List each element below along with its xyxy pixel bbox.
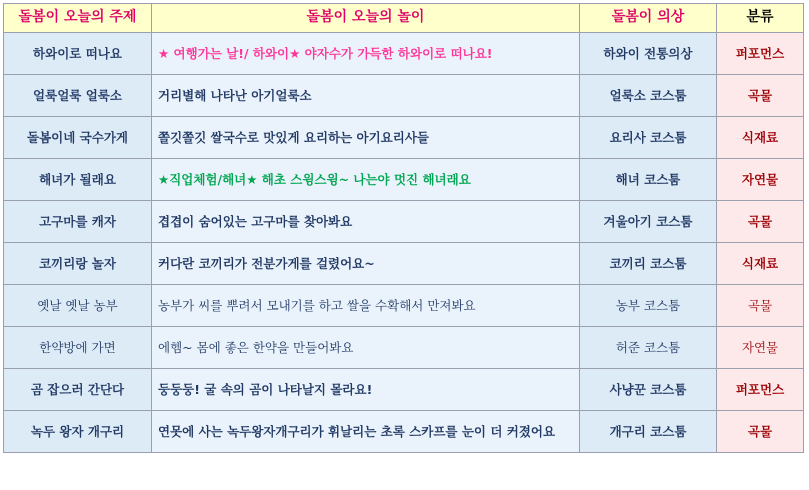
cell-theme: 얼룩얼룩 얼룩소 bbox=[4, 75, 152, 117]
cell-costume: 허준 코스툼 bbox=[580, 327, 717, 369]
table-row bbox=[4, 369, 804, 411]
cell-play bbox=[152, 201, 580, 243]
cell-play-text: 겹겹이 숨어있는 고구마를 찾아봐요 bbox=[158, 213, 353, 229]
table-row bbox=[4, 201, 804, 243]
cell-play-text: 에헴~ 몸에 좋은 한약을 만들어봐요 bbox=[158, 339, 354, 355]
table-header-row bbox=[4, 4, 804, 33]
cell-theme: 하와이로 떠나요 bbox=[4, 33, 152, 75]
cell-play-text: ★직업체험/해녀★ 해초 스윙스윙~ 나는야 멋진 해녀래요 bbox=[158, 171, 471, 187]
cell-play-text: 거리별해 나타난 아기얼룩소 bbox=[158, 87, 312, 103]
cell-costume: 코끼리 코스툼 bbox=[580, 243, 717, 285]
cell-play-text: 쫄깃쫄깃 쌀국수로 맛있게 요리하는 아기요리사들 bbox=[158, 129, 429, 145]
cell-category: 곡물 bbox=[717, 411, 804, 453]
header-cell-theme: 돌봄이 오늘의 주제 bbox=[4, 4, 152, 33]
cell-play-text: 둥둥둥! 굴 속의 곰이 나타날지 몰라요! bbox=[158, 381, 373, 397]
cell-category: 퍼포먼스 bbox=[717, 33, 804, 75]
cell-category: 자연물 bbox=[717, 159, 804, 201]
cell-play-text: ★ 여행가는 날!/ 하와이★ 야자수가 가득한 하와이로 떠나요! bbox=[158, 45, 493, 61]
cell-theme: 녹두 왕자 개구리 bbox=[4, 411, 152, 453]
cell-theme: 한약방에 가면 bbox=[4, 327, 152, 369]
cell-theme: 코끼리랑 놀자 bbox=[4, 243, 152, 285]
spreadsheet-sheet bbox=[0, 3, 809, 490]
cell-costume: 겨울아기 코스툼 bbox=[580, 201, 717, 243]
cell-play bbox=[152, 75, 580, 117]
cell-category: 식재료 bbox=[717, 243, 804, 285]
cell-theme: 고구마를 캐자 bbox=[4, 201, 152, 243]
cell-play bbox=[152, 243, 580, 285]
table-row bbox=[4, 327, 804, 369]
cell-costume: 개구리 코스툼 bbox=[580, 411, 717, 453]
header-cell-category: 분류 bbox=[717, 4, 804, 33]
table-body bbox=[4, 4, 804, 453]
cell-costume: 하와이 전통의상 bbox=[580, 33, 717, 75]
cell-category: 자연물 bbox=[717, 327, 804, 369]
cell-play bbox=[152, 33, 580, 75]
schedule-table bbox=[3, 3, 804, 453]
cell-category: 곡물 bbox=[717, 285, 804, 327]
cell-play-text: 커다란 코끼리가 전분가게를 걸렸어요~ bbox=[158, 255, 375, 271]
table-row bbox=[4, 117, 804, 159]
cell-play bbox=[152, 327, 580, 369]
cell-costume: 요리사 코스툼 bbox=[580, 117, 717, 159]
cell-costume: 사냥꾼 코스툼 bbox=[580, 369, 717, 411]
cell-costume: 얼룩소 코스툼 bbox=[580, 75, 717, 117]
cell-play bbox=[152, 411, 580, 453]
cell-theme: 옛날 옛날 농부 bbox=[4, 285, 152, 327]
cell-theme: 돌봄이네 국수가게 bbox=[4, 117, 152, 159]
header-cell-costume: 돌봄이 의상 bbox=[580, 4, 717, 33]
cell-costume: 농부 코스툼 bbox=[580, 285, 717, 327]
header-cell-play: 돌봄이 오늘의 놀이 bbox=[152, 4, 580, 33]
cell-play-text: 연못에 사는 녹두왕자개구리가 휘날리는 초록 스카프를 눈이 더 커졌어요 bbox=[158, 423, 556, 439]
cell-theme: 곰 잡으러 간단다 bbox=[4, 369, 152, 411]
cell-costume: 해녀 코스툼 bbox=[580, 159, 717, 201]
cell-play bbox=[152, 159, 580, 201]
cell-play bbox=[152, 285, 580, 327]
table-row bbox=[4, 159, 804, 201]
table-row bbox=[4, 75, 804, 117]
cell-play bbox=[152, 369, 580, 411]
cell-category: 퍼포먼스 bbox=[717, 369, 804, 411]
table-row bbox=[4, 243, 804, 285]
cell-category: 곡물 bbox=[717, 201, 804, 243]
table-row bbox=[4, 285, 804, 327]
cell-category: 식재료 bbox=[717, 117, 804, 159]
table-row bbox=[4, 33, 804, 75]
cell-theme: 해녀가 될래요 bbox=[4, 159, 152, 201]
cell-play-text: 농부가 씨를 뿌려서 모내기를 하고 쌀을 수확해서 만져봐요 bbox=[158, 297, 476, 313]
cell-play bbox=[152, 117, 580, 159]
cell-category: 곡물 bbox=[717, 75, 804, 117]
table-row bbox=[4, 411, 804, 453]
